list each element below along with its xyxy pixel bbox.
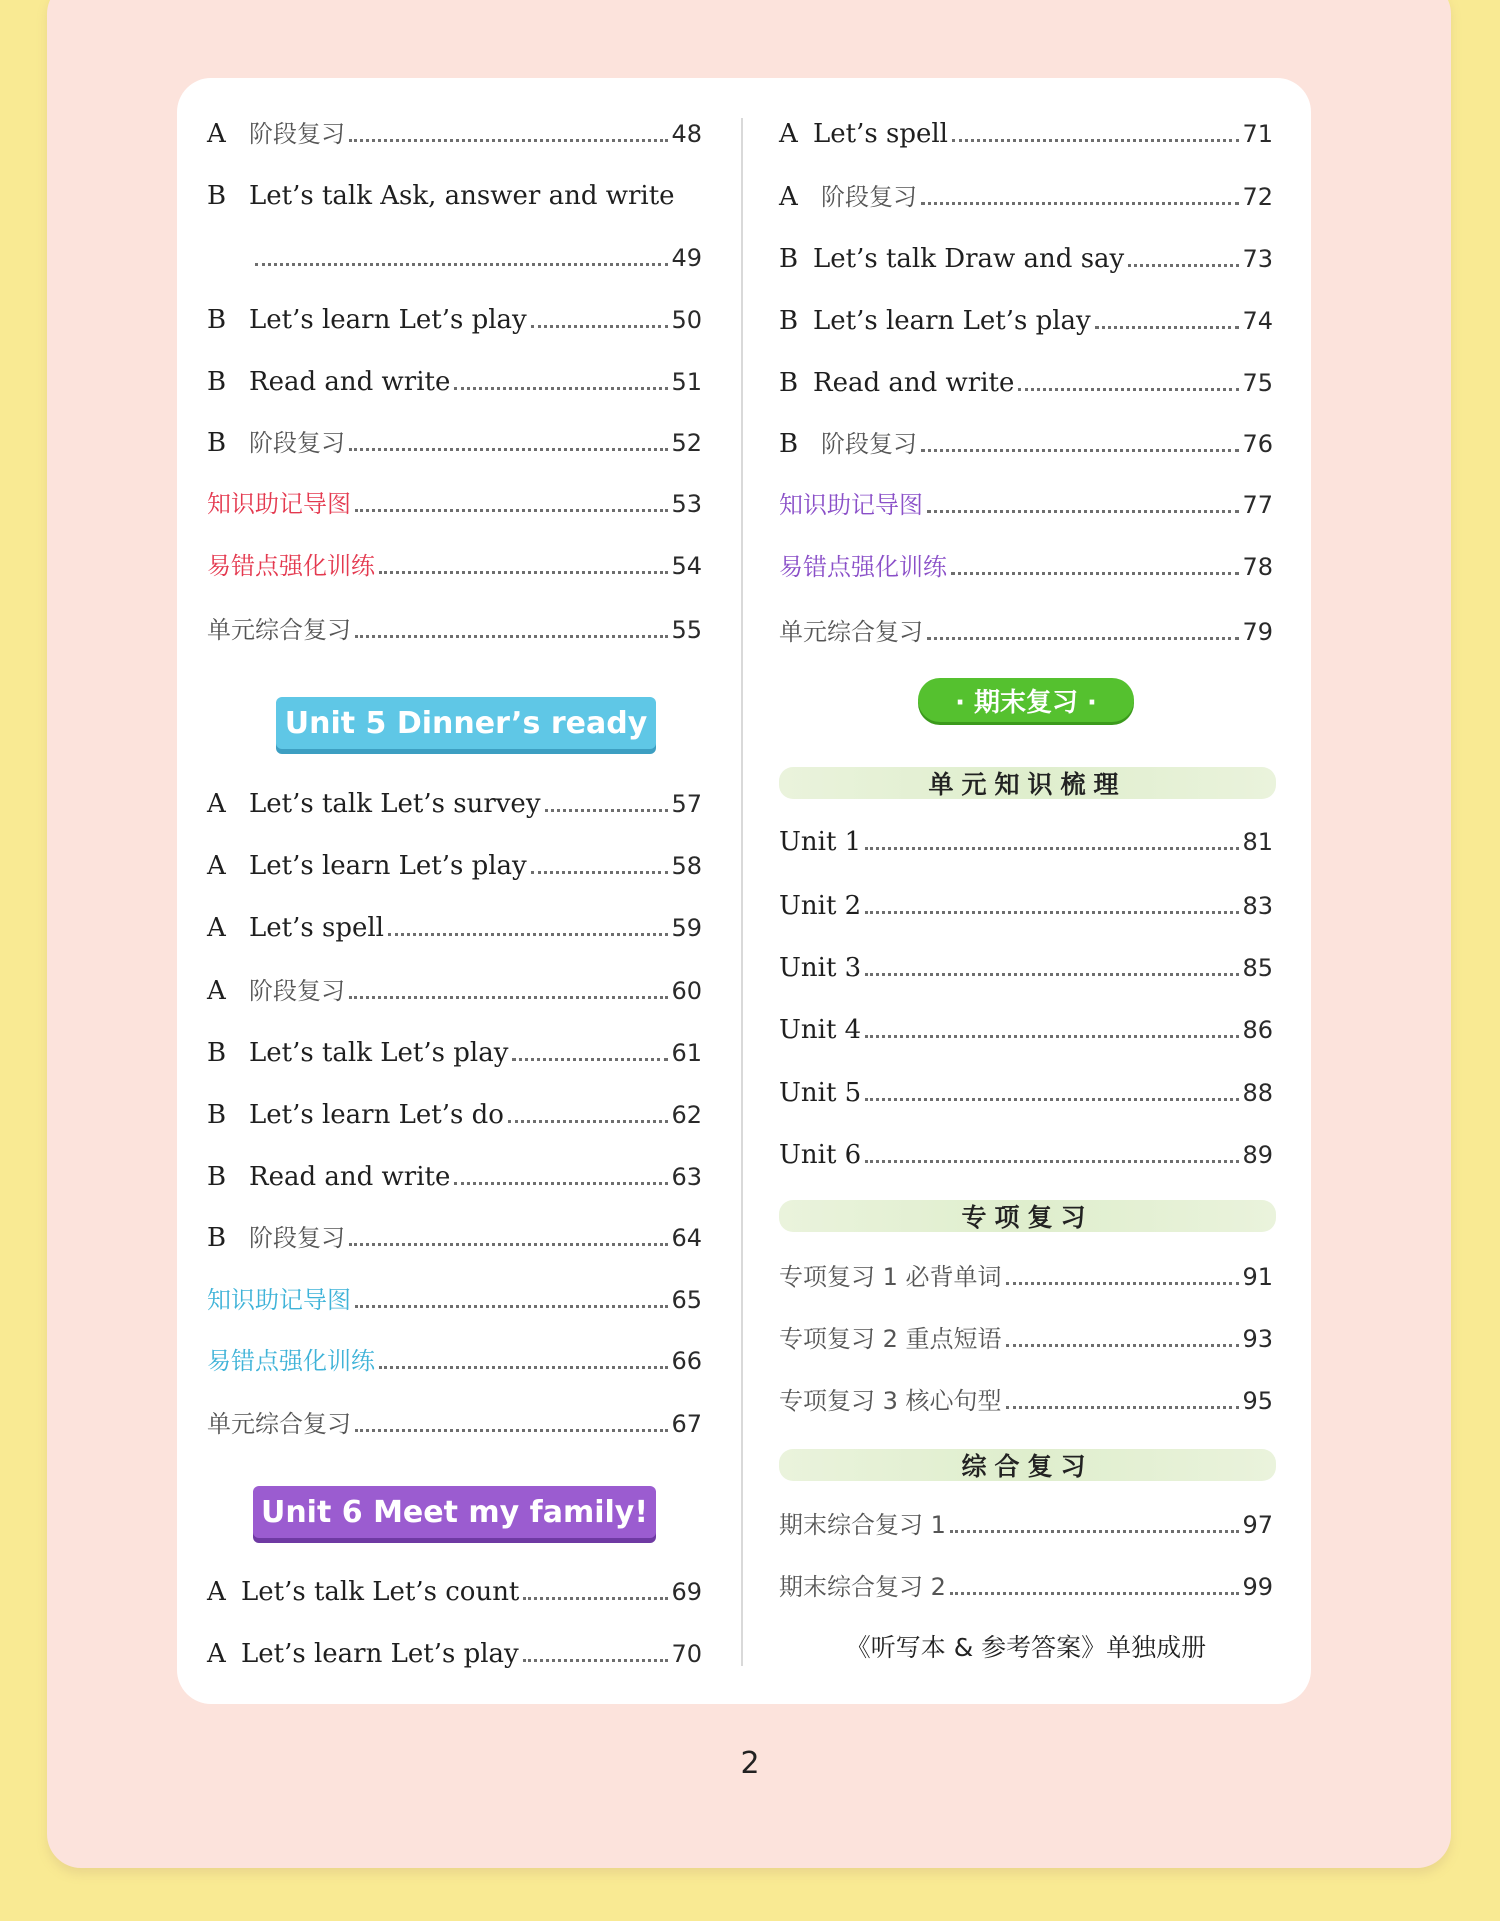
toc-title: Let’s learn Let’s play: [241, 1639, 519, 1669]
toc-page-number: 67: [671, 1410, 702, 1438]
toc-section-letter: B: [779, 306, 799, 336]
toc-page-number: 49: [671, 244, 702, 272]
toc-title: 易错点强化训练: [779, 553, 947, 581]
section-special-review: 专项复习: [779, 1200, 1276, 1232]
toc-entry[interactable]: [207, 1402, 702, 1442]
toc-page-number: 91: [1242, 1263, 1273, 1291]
toc-title: 知识助记导图: [779, 491, 923, 519]
toc-title: Unit 4: [779, 1015, 862, 1045]
toc-section-letter: A: [207, 1577, 226, 1607]
toc-page-number: 52: [671, 429, 702, 457]
toc-entry[interactable]: [779, 1133, 1273, 1173]
toc-title: 单元综合复习: [207, 1410, 351, 1438]
toc-title: Let’s spell: [813, 119, 948, 149]
dot-leader: [349, 448, 668, 451]
toc-page-number: 97: [1242, 1511, 1273, 1539]
dot-leader: [349, 139, 668, 142]
toc-page-number: 99: [1242, 1573, 1273, 1601]
dot-leader: [865, 973, 1239, 976]
toc-page-number: 77: [1242, 491, 1273, 519]
toc-page-number: 88: [1242, 1079, 1273, 1107]
toc-section-letter: B: [207, 1100, 227, 1130]
dot-leader: [388, 933, 668, 936]
dot-leader: [531, 871, 669, 874]
toc-title: 单元综合复习: [207, 616, 351, 644]
dot-leader: [512, 1058, 668, 1061]
dot-leader: [1095, 326, 1240, 329]
toc-entry[interactable]: [207, 608, 702, 648]
toc-title: Let’s learn Let’s play: [249, 851, 527, 881]
toc-entry[interactable]: [207, 1093, 702, 1133]
toc-title: Let’s talk Let’s play: [249, 1038, 509, 1068]
dot-leader: [921, 449, 1239, 452]
toc-entry[interactable]: [779, 237, 1273, 277]
toc-section-letter: B: [207, 367, 227, 397]
toc-page-number: 50: [671, 306, 702, 334]
dot-leader: [355, 635, 668, 638]
dot-leader: [927, 510, 1239, 513]
toc-title: 阶段复习: [249, 1224, 345, 1252]
dot-leader: [349, 1243, 668, 1246]
toc-entry[interactable]: [779, 1008, 1273, 1048]
section-comprehensive-review: 综合复习: [779, 1449, 1276, 1481]
toc-page-number: 72: [1242, 183, 1273, 211]
toc-entry[interactable]: [207, 1155, 702, 1195]
section-unit-knowledge: 单元知识梳理: [779, 767, 1276, 799]
dot-leader: [1006, 1406, 1240, 1409]
toc-entry[interactable]: [779, 820, 1273, 860]
toc-entry[interactable]: [779, 112, 1273, 152]
dot-leader: [865, 847, 1239, 850]
dot-leader: [454, 387, 668, 390]
dot-leader: [865, 911, 1239, 914]
toc-page-number: 51: [671, 368, 702, 396]
toc-title: Let’s talk Draw and say: [813, 244, 1125, 274]
toc-page-number: 93: [1242, 1325, 1273, 1353]
toc-section-letter: B: [779, 244, 799, 274]
toc-page-number: 53: [671, 490, 702, 518]
toc-page-number: 81: [1242, 828, 1273, 856]
toc-title: 期末综合复习 2: [779, 1573, 946, 1601]
toc-entry[interactable]: [779, 884, 1273, 924]
toc-section-letter: B: [207, 428, 227, 458]
toc-title: Read and write: [249, 367, 451, 397]
toc-page-number: 78: [1242, 553, 1273, 581]
toc-title: Unit 5: [779, 1078, 862, 1108]
toc-title: 易错点强化训练: [207, 552, 375, 580]
toc-section-letter: A: [207, 119, 226, 149]
toc-title: 专项复习 1 必背单词: [779, 1263, 1002, 1291]
toc-page-number: 70: [671, 1640, 702, 1668]
toc-entry[interactable]: [207, 782, 702, 822]
toc-entry[interactable]: [779, 946, 1273, 986]
toc-title: Unit 6: [779, 1140, 862, 1170]
toc-entry[interactable]: [207, 1278, 702, 1318]
dot-leader: [1018, 388, 1239, 391]
toc-page-number: 63: [671, 1163, 702, 1191]
toc-section-letter: A: [207, 789, 226, 819]
toc-title: 易错点强化训练: [207, 1347, 375, 1375]
toc-title: Unit 3: [779, 953, 862, 983]
toc-section-letter: B: [207, 181, 227, 211]
dot-leader: [523, 1659, 669, 1662]
toc-entry[interactable]: [207, 906, 702, 946]
dot-leader: [927, 637, 1239, 640]
toc-entry[interactable]: [207, 482, 702, 522]
toc-page-number: 62: [671, 1101, 702, 1129]
toc-entry[interactable]: [207, 1339, 702, 1379]
toc-title: Read and write: [813, 368, 1015, 398]
toc-entry[interactable]: [207, 1031, 702, 1071]
toc-section-letter: A: [207, 851, 226, 881]
toc-title: Unit 2: [779, 891, 862, 921]
toc-title: Let’s spell: [249, 913, 384, 943]
toc-title: Let’s talk Let’s survey: [249, 789, 541, 819]
dot-leader: [531, 325, 669, 328]
toc-title: 阶段复习: [821, 183, 917, 211]
toc-page-number: 71: [1242, 120, 1273, 148]
toc-entry[interactable]: [207, 174, 702, 214]
dot-leader: [255, 263, 668, 266]
toc-entry[interactable]: [779, 1503, 1273, 1543]
toc-entry[interactable]: [779, 361, 1273, 401]
dot-leader: [865, 1160, 1239, 1163]
toc-entry[interactable]: [779, 1255, 1273, 1295]
dot-leader: [523, 1597, 668, 1600]
toc-entry[interactable]: [779, 545, 1273, 585]
toc-page-number: 57: [671, 790, 702, 818]
toc-title: 阶段复习: [249, 429, 345, 457]
toc-title: 知识助记导图: [207, 490, 351, 518]
toc-title: 阶段复习: [249, 977, 345, 1005]
dot-leader: [950, 1592, 1240, 1595]
toc-entry[interactable]: [779, 299, 1273, 339]
dot-leader: [355, 1429, 668, 1432]
toc-title: 专项复习 3 核心句型: [779, 1387, 1002, 1415]
toc-title: Read and write: [249, 1162, 451, 1192]
toc-page-number: 95: [1242, 1387, 1273, 1415]
toc-entry[interactable]: [207, 360, 702, 400]
toc-page-number: 74: [1242, 307, 1273, 335]
toc-section-letter: A: [779, 182, 798, 212]
toc-entry[interactable]: [207, 1632, 702, 1672]
dot-leader: [355, 1305, 668, 1308]
toc-page-number: 58: [671, 852, 702, 880]
final-review-pill: · 期末复习 ·: [918, 678, 1134, 722]
toc-entry[interactable]: [207, 1570, 702, 1610]
toc-title: 专项复习 2 重点短语: [779, 1325, 1002, 1353]
toc-page-number: 66: [671, 1347, 702, 1375]
toc-entry[interactable]: [207, 1216, 702, 1256]
dot-leader: [1128, 264, 1239, 267]
dot-leader: [952, 139, 1239, 142]
toc-section-letter: B: [207, 1223, 227, 1253]
toc-entry[interactable]: [779, 610, 1273, 650]
toc-entry[interactable]: [207, 421, 702, 461]
dot-leader: [865, 1098, 1239, 1101]
dot-leader: [349, 996, 668, 999]
toc-page-number: 75: [1242, 369, 1273, 397]
toc-page-number: 55: [671, 616, 702, 644]
toc-entry[interactable]: [207, 544, 702, 584]
dot-leader: [950, 1530, 1240, 1533]
toc-page-number: 76: [1242, 430, 1273, 458]
toc-entry[interactable]: [207, 969, 702, 1009]
toc-page-number: 59: [671, 914, 702, 942]
dot-leader: [1006, 1344, 1240, 1347]
toc-title: 阶段复习: [249, 120, 345, 148]
toc-page-number: 83: [1242, 892, 1273, 920]
toc-entry[interactable]: [207, 236, 702, 276]
toc-page-number: 48: [671, 120, 702, 148]
dot-leader: [379, 571, 668, 574]
toc-entry[interactable]: [779, 1071, 1273, 1111]
toc-section-letter: A: [207, 1639, 226, 1669]
toc-entry[interactable]: [207, 112, 702, 152]
toc-page-number: 69: [671, 1578, 702, 1606]
toc-section-letter: A: [207, 976, 226, 1006]
toc-entry[interactable]: [779, 422, 1273, 462]
toc-title: 期末综合复习 1: [779, 1511, 946, 1539]
toc-entry[interactable]: [779, 1379, 1273, 1419]
toc-section-letter: A: [779, 119, 798, 149]
toc-page-number: 85: [1242, 954, 1273, 982]
dot-leader: [379, 1366, 668, 1369]
toc-section-letter: B: [207, 1162, 227, 1192]
toc-page-number: 79: [1242, 618, 1273, 646]
toc-entry[interactable]: [779, 1317, 1273, 1357]
toc-title: Let’s talk Let’s count: [241, 1577, 520, 1607]
toc-page-number: 86: [1242, 1016, 1273, 1044]
answer-book-note: 《听写本 & 参考答案》单独成册: [845, 1633, 1207, 1662]
toc-entry[interactable]: [779, 483, 1273, 523]
unit5-banner: Unit 5 Dinner’s ready: [276, 697, 656, 749]
toc-entry[interactable]: [207, 844, 702, 884]
toc-entry[interactable]: [207, 298, 702, 338]
toc-title: 阶段复习: [821, 430, 917, 458]
toc-section-letter: B: [779, 429, 799, 459]
toc-page-number: 65: [671, 1286, 702, 1314]
toc-title: 知识助记导图: [207, 1286, 351, 1314]
dot-leader: [921, 202, 1239, 205]
unit6-banner: Unit 6 Meet my family!: [253, 1486, 656, 1538]
toc-entry[interactable]: [779, 1565, 1273, 1605]
toc-section-letter: B: [779, 368, 799, 398]
toc-section-letter: B: [207, 305, 227, 335]
column-divider: [741, 118, 743, 1666]
toc-title: Let’s learn Let’s do: [249, 1100, 504, 1130]
toc-title: Let’s learn Let’s play: [249, 305, 527, 335]
toc-title: Unit 1: [779, 827, 862, 857]
page-number: 2: [740, 1746, 760, 1781]
toc-page-number: 60: [671, 977, 702, 1005]
dot-leader: [508, 1120, 669, 1123]
dot-leader: [865, 1035, 1239, 1038]
toc-title: Let’s talk Ask, answer and write: [249, 181, 675, 211]
toc-page-number: 61: [671, 1039, 702, 1067]
toc-title: 单元综合复习: [779, 618, 923, 646]
dot-leader: [545, 809, 669, 812]
toc-page-number: 73: [1242, 245, 1273, 273]
dot-leader: [1006, 1282, 1240, 1285]
dot-leader: [951, 572, 1239, 575]
toc-entry[interactable]: [779, 175, 1273, 215]
toc-page-number: 64: [671, 1224, 702, 1252]
toc-section-letter: B: [207, 1038, 227, 1068]
toc-page-number: 54: [671, 552, 702, 580]
dot-leader: [454, 1182, 668, 1185]
dot-leader: [355, 509, 668, 512]
toc-title: Let’s learn Let’s play: [813, 306, 1091, 336]
toc-section-letter: A: [207, 913, 226, 943]
toc-page-number: 89: [1242, 1141, 1273, 1169]
